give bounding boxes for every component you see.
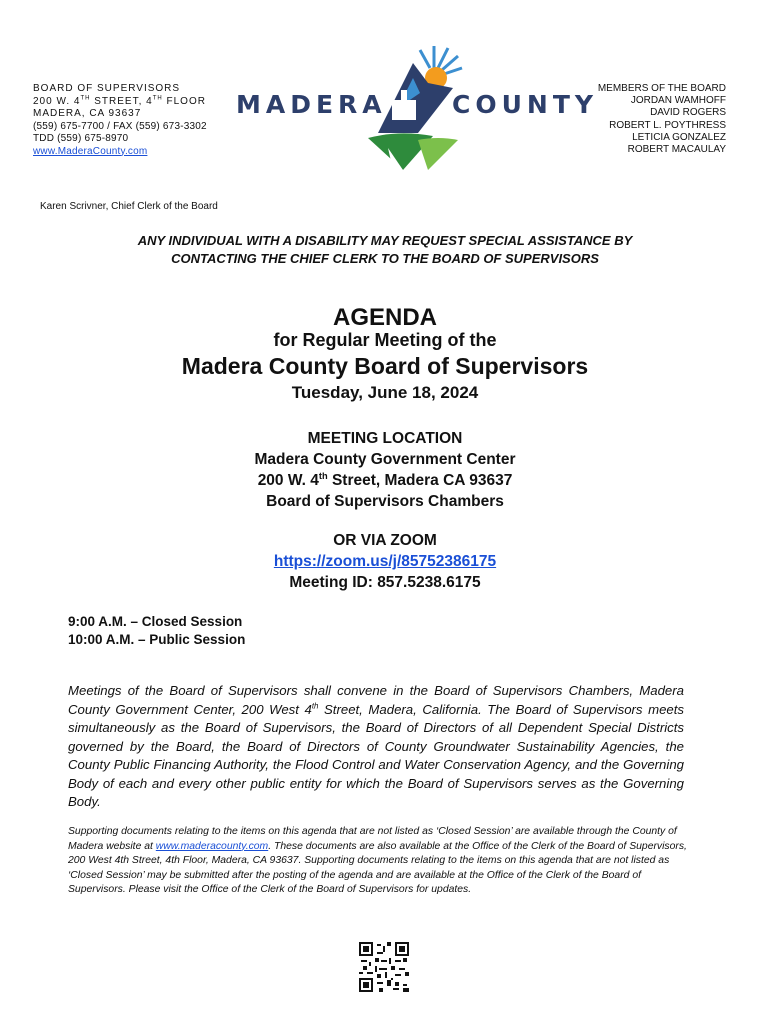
closed-session-time: 9:00 A.M. – Closed Session <box>68 614 243 629</box>
board-member: ROBERT MACAULAY <box>627 144 726 156</box>
board-member: LETICIA GONZALEZ <box>632 131 726 143</box>
board-phone: (559) 675-7700 / FAX (559) 673-3302 <box>33 120 207 132</box>
logo-emblem-icon <box>358 38 468 178</box>
county-website-link[interactable]: www.MaderaCounty.com <box>33 145 148 157</box>
zoom-info <box>0 530 770 593</box>
meeting-date: Tuesday, June 18, 2024 <box>291 383 479 402</box>
zoom-meeting-id: Meeting ID: 857.5238.6175 <box>289 574 481 591</box>
board-member: JORDAN WAMHOFF <box>630 95 726 107</box>
board-name: Madera County Board of Supervisors <box>181 353 589 379</box>
location-label: MEETING LOCATION <box>307 430 463 447</box>
county-website-link-inline[interactable]: www.maderacounty.com <box>155 840 269 852</box>
board-members-title: MEMBERS OF THE BOARD <box>597 83 726 94</box>
zoom-label: OR VIA ZOOM <box>333 532 437 549</box>
board-address: 200 W. 4TH STREET, 4TH FLOOR <box>33 95 206 107</box>
meetings-paragraph: Meetings of the Board of Supervisors shall convene in the Board of Supervisors Chambers, Madera County Government Center, 200 West 4th Street, Madera, California. The Board of Supervisors meets simultaneously as the Board of Supervisors, the Board of Directors of all Dependent Special Districts governed by the Board, the Board of Directors of County Groundwater Sustainability Agencies, the County Public Financing Authority, the Flood Control and Water Conservation Agency, and the Governing Body of each and every other public entity for which the Board of Supervisors serves as the Governing Body. <box>68 683 685 809</box>
agenda-title: AGENDA <box>332 304 437 331</box>
board-member: ROBERT L. POYTHRESS <box>609 119 726 131</box>
disability-notice: ANY INDIVIDUAL WITH A DISABILITY MAY REQUEST SPECIAL ASSISTANCE BY CONTACTING THE CHIEF CLERK TO THE BOARD OF SUPERVISORS <box>137 233 633 266</box>
logo-word-madera: MADERA <box>236 90 387 119</box>
meeting-location <box>0 428 770 512</box>
logo-word-county: COUNTY <box>452 90 598 119</box>
location-address: 200 W. 4th Street, Madera CA 93637 <box>257 470 513 489</box>
board-tdd: TDD (559) 675-8970 <box>33 133 129 144</box>
madera-county-logo <box>232 38 598 178</box>
agenda-subtitle: for Regular Meeting of the <box>273 330 497 350</box>
chief-clerk: Karen Scrivner, Chief Clerk of the Board <box>40 201 218 212</box>
board-org-name: BOARD OF SUPERVISORS <box>33 83 181 94</box>
location-name: Madera County Government Center <box>254 451 516 468</box>
board-contact-block <box>33 83 207 158</box>
qr-code-icon[interactable] <box>359 942 409 992</box>
board-member: DAVID ROGERS <box>650 107 726 119</box>
public-session-time: 10:00 A.M. – Public Session <box>68 632 246 647</box>
location-room: Board of Supervisors Chambers <box>266 493 504 510</box>
board-members-block <box>598 83 726 156</box>
board-city: MADERA, CA 93637 <box>33 108 142 119</box>
zoom-link[interactable]: https://zoom.us/j/85752386175 <box>273 553 497 570</box>
supporting-documents-paragraph: Supporting documents relating to the items on this agenda that are not listed as ‘Closed Session’ are available through the County of Madera website at www.maderacounty.com. These documents are also available at the Office of the Clerk of the Board of Supervisors, 200 West 4th Street, 4th Floor, Madera, CA 93637. Supporting documents relating to the items on this agenda that are not listed as ‘Closed Session’ may be submitted after the posting of the agenda and are available at the Office of the Clerk of the Board of Supervisors. Please visit the Office of the Clerk of the Board of Supervisors for updates. <box>68 826 687 895</box>
session-times <box>68 613 245 649</box>
